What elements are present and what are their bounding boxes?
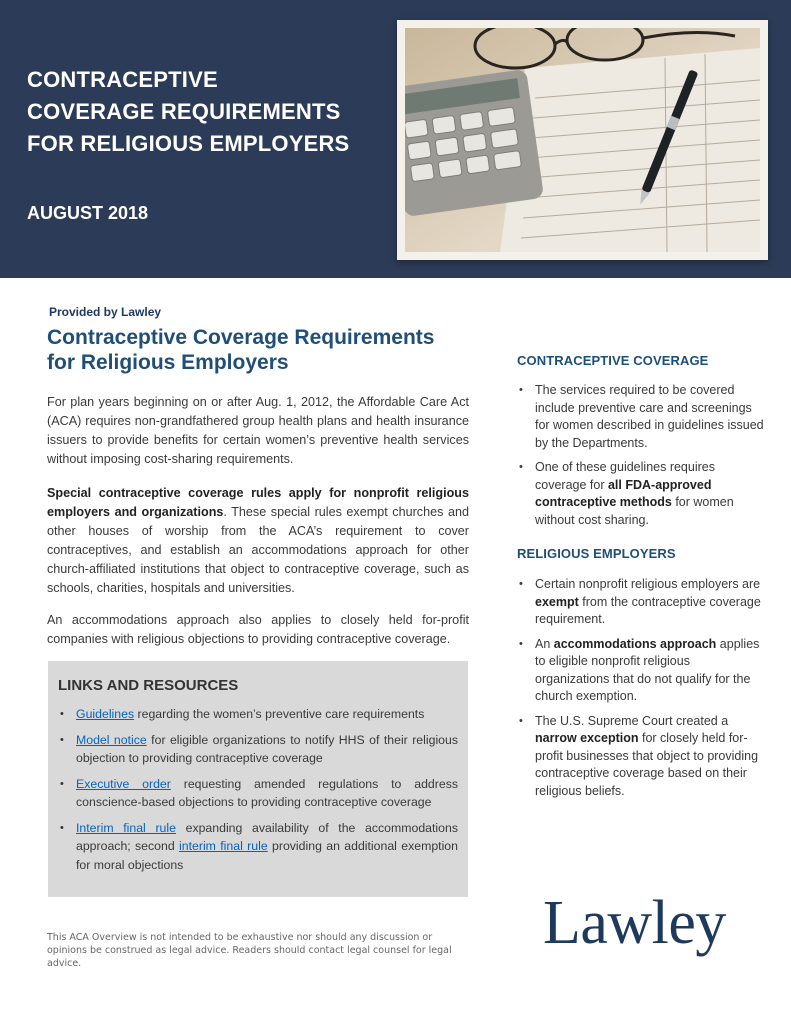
model-notice-link[interactable]: Model notice [76,732,147,747]
list-item [517,636,767,706]
list-item [48,775,468,812]
list-item [48,819,468,875]
page-title-line: Contraceptive Coverage Requirements [47,326,435,349]
list-item-text: for eligible organizations to notify HHS of their religious objection to providing contraceptive coverage [76,732,458,765]
links-heading: LINKS AND RESOURCES [58,677,239,694]
accommodations-paragraph: An accommodations approach also applies to closely held for-profit companies with religious objections to providing contraceptive coverage. [47,613,469,646]
photo-frame [397,20,768,260]
list-item-text: The services required to be covered include preventive care and screenings for women described in guidelines issued by the Departments. [535,383,764,450]
rules-paragraph-text: . These special rules exempt churches and other houses of worship from the ACA’s requirement to cover contraceptives, and establish an accommodations approach for other church-affiliated institutions that object to contraceptive coverage, such as schools, charities, hospitals and universities. [47,505,469,595]
links-resources-box [48,661,468,897]
list-item-text: regarding the women’s preventive care requirements [134,707,425,721]
page-title [47,325,487,375]
second-interim-final-rule-link[interactable]: interim final rule [179,839,268,853]
list-item-text: requesting amended regulations to address conscience-based objections to providing contraceptive coverage [76,776,458,809]
list-item-text: for women without cost sharing. [535,495,734,527]
list-item [517,713,767,801]
disclaimer: This ACA Overview is not intended to be exhaustive nor should any discussion or opinions be construed as legal advice. Readers should contact legal counsel for legal advice. [47,932,452,969]
list-item [517,576,767,629]
employers-heading: RELIGIOUS EMPLOYERS [517,546,676,561]
interim-final-rule-link[interactable]: Interim final rule [76,820,176,835]
lawley-logo: Lawley [543,889,726,957]
intro-paragraph: For plan years beginning on or after Aug. 1, 2012, the Affordable Care Act (ACA) requires non-grandfathered group health plans and health insurance issuers to provide benefits for certain women’s preventive health services without imposing cost-sharing requirements. [47,395,469,466]
list-item-bold: all FDA-approved contraceptive methods [535,477,712,509]
list-item-text: applies to eligible nonprofit religious organizations that do not qualify for the church exemption. [535,636,760,703]
coverage-heading: CONTRACEPTIVE COVERAGE [517,353,709,368]
list-item [48,731,468,768]
banner-title-line: COVERAGE REQUIREMENTS [27,99,341,124]
list-item-text: for closely held for-profit businesses that object to providing contraceptive coverage based on their religious beliefs. [535,731,759,798]
list-item-text: providing an additional exemption for moral objections [76,839,458,872]
list-item-bold: narrow exception [535,731,639,745]
page-title-line: for Religious Employers [47,351,289,374]
guidelines-link[interactable]: Guidelines [76,707,135,721]
provided-by-label: Provided by Lawley [49,305,162,319]
list-item [48,705,468,724]
list-item-text: expanding availability of the accommodations approach; second [76,820,458,853]
rules-paragraph [47,484,469,598]
banner-title-line: FOR RELIGIOUS EMPLOYERS [27,131,350,156]
coverage-list [517,382,767,536]
employers-list [517,576,767,807]
list-item-text: One of these guidelines requires coverage for [535,460,715,492]
list-item [517,459,767,529]
banner-title [27,64,387,160]
list-item-bold: exempt [535,594,579,609]
list-item-text: An [535,636,554,651]
links-list [48,705,468,881]
list-item-text: Certain nonprofit religious employers are [535,577,761,591]
executive-order-link[interactable]: Executive order [76,776,171,791]
calculator-pen-glasses-photo [405,28,760,252]
list-item [517,382,767,452]
list-item-bold: accommodations approach [553,636,717,651]
banner-title-line: CONTRACEPTIVE [27,67,218,92]
list-item-text: from the contraceptive coverage requirement. [535,594,761,626]
list-item-text: The U.S. Supreme Court created a [535,713,729,728]
rules-paragraph-bold: Special contraceptive coverage rules apply for nonprofit religious employers and organizations [47,486,469,519]
header-banner [0,0,791,278]
banner-date: AUGUST 2018 [27,203,149,223]
photo-illustration [405,28,760,252]
